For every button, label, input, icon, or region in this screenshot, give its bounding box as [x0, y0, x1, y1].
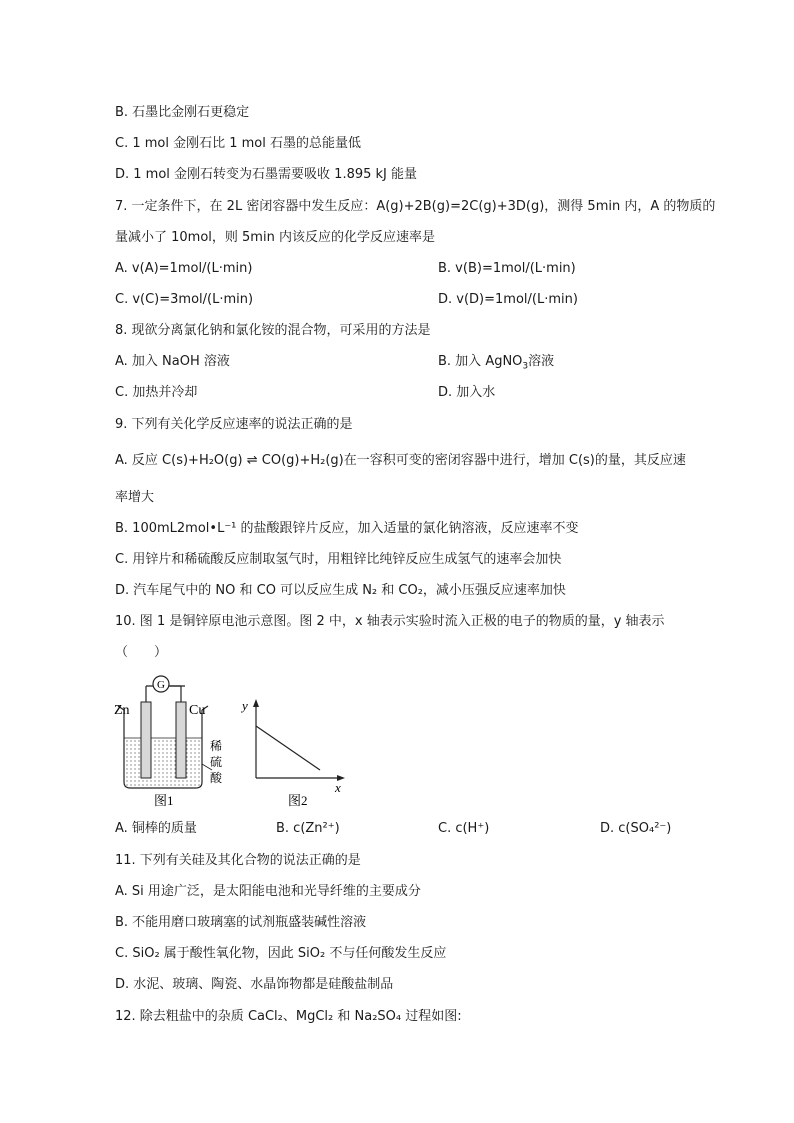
question-10-line-1: 10. 图 1 是铜锌原电池示意图。图 2 中，x 轴表示实验时流入正极的电子的物质的量，y 轴表示: [115, 614, 665, 629]
question-8: 8. 现欲分离氯化钠和氯化铵的混合物，可采用的方法是: [115, 323, 431, 338]
question-8-option-d: D. 加入水: [438, 385, 496, 400]
copper-electrode-label: Cu: [189, 703, 206, 718]
question-11-option-b: B. 不能用磨口玻璃塞的试剂瓶盛装碱性溶液: [115, 915, 367, 930]
question-10-option-b: B. c(Zn²⁺): [276, 821, 340, 836]
question-7-line-2: 量减小了 10mol，则 5min 内该反应的化学反应速率是: [115, 230, 435, 245]
question-11-option-c: C. SiO₂ 属于酸性氧化物，因此 SiO₂ 不与任何酸发生反应: [115, 946, 447, 961]
equilibrium-arrow-icon: ⇌: [246, 453, 258, 468]
question-7-option-c: C. v(C)=3mol/(L·min): [115, 292, 254, 307]
option-d-previous: D. 1 mol 金刚石转变为石墨需要吸收 1.895 kJ 能量: [115, 167, 418, 182]
figure-1-cell-diagram: [110, 672, 230, 812]
question-8-option-a: A. 加入 NaOH 溶液: [115, 354, 230, 369]
question-10-line-2: （ ）: [115, 645, 168, 660]
graph-line: [256, 726, 320, 770]
question-7-option-a: A. v(A)=1mol/(L·min): [115, 261, 253, 276]
question-9-option-a-line-2: 率增大: [115, 490, 155, 505]
question-9-option-b: B. 100mL2mol•L⁻¹ 的盐酸跟锌片反应，加入适量的氯化钠溶液，反应速率不变: [115, 521, 579, 536]
galvanometer-label: G: [157, 679, 165, 691]
question-9-option-c: C. 用锌片和稀硫酸反应制取氢气时，用粗锌比纯锌反应生成氢气的速率会加快: [115, 552, 562, 567]
option-b-previous: B. 石墨比金刚石更稳定: [115, 105, 250, 120]
acid-label-1: 稀: [210, 739, 223, 753]
question-8-option-c: C. 加热并冷却: [115, 385, 198, 400]
question-11-option-a: A. Si 用途广泛，是太阳能电池和光导纤维的主要成分: [115, 884, 421, 899]
y-axis-label: y: [242, 698, 248, 713]
zinc-electrode-label: Zn: [114, 703, 130, 718]
figure-2-caption: 图2: [288, 793, 308, 808]
question-8-option-b: B. 加入 AgNO$_3$溶液: [438, 354, 555, 372]
question-10-option-c: C. c(H⁺): [438, 821, 490, 836]
question-11-option-d: D. 水泥、玻璃、陶瓷、水晶饰物都是硅酸盐制品: [115, 977, 394, 992]
question-12: 12. 除去粗盐中的杂质 CaCl₂、MgCl₂ 和 Na₂SO₄ 过程如图:: [115, 1009, 462, 1024]
figure-1-caption: 图1: [154, 793, 174, 808]
option-c-previous: C. 1 mol 金刚石比 1 mol 石墨的总能量低: [115, 136, 362, 151]
figure-2-graph: [236, 694, 348, 812]
question-10-option-a: A. 铜棒的质量: [115, 821, 197, 836]
x-axis-label: x: [335, 780, 341, 795]
acid-label-2: 硫: [210, 755, 223, 769]
question-7-option-d: D. v(D)=1mol/(L·min): [438, 292, 578, 307]
question-9-option-d: D. 汽车尾气中的 NO 和 CO 可以反应生成 N₂ 和 CO₂，减小压强反应速率加快: [115, 583, 566, 598]
acid-label-3: 酸: [210, 771, 223, 785]
question-7-option-b: B. v(B)=1mol/(L·min): [438, 261, 576, 276]
question-7-line-1: 7. 一定条件下，在 2L 密闭容器中发生反应：A(g)+2B(g)=2C(g)+3D(g)，测得 5min 内，A 的物质的: [115, 199, 716, 214]
question-9-option-a-line-1: A. 反应 C(s)+H₂O(g) ⇌ CO(g)+H₂(g)在一容积可变的密闭容器中进行，增加 C(s)的量，其反应速: [115, 453, 686, 468]
question-11: 11. 下列有关硅及其化合物的说法正确的是: [115, 853, 361, 868]
question-10-option-d: D. c(SO₄²⁻): [600, 821, 672, 836]
question-9: 9. 下列有关化学反应速率的说法正确的是: [115, 417, 353, 432]
